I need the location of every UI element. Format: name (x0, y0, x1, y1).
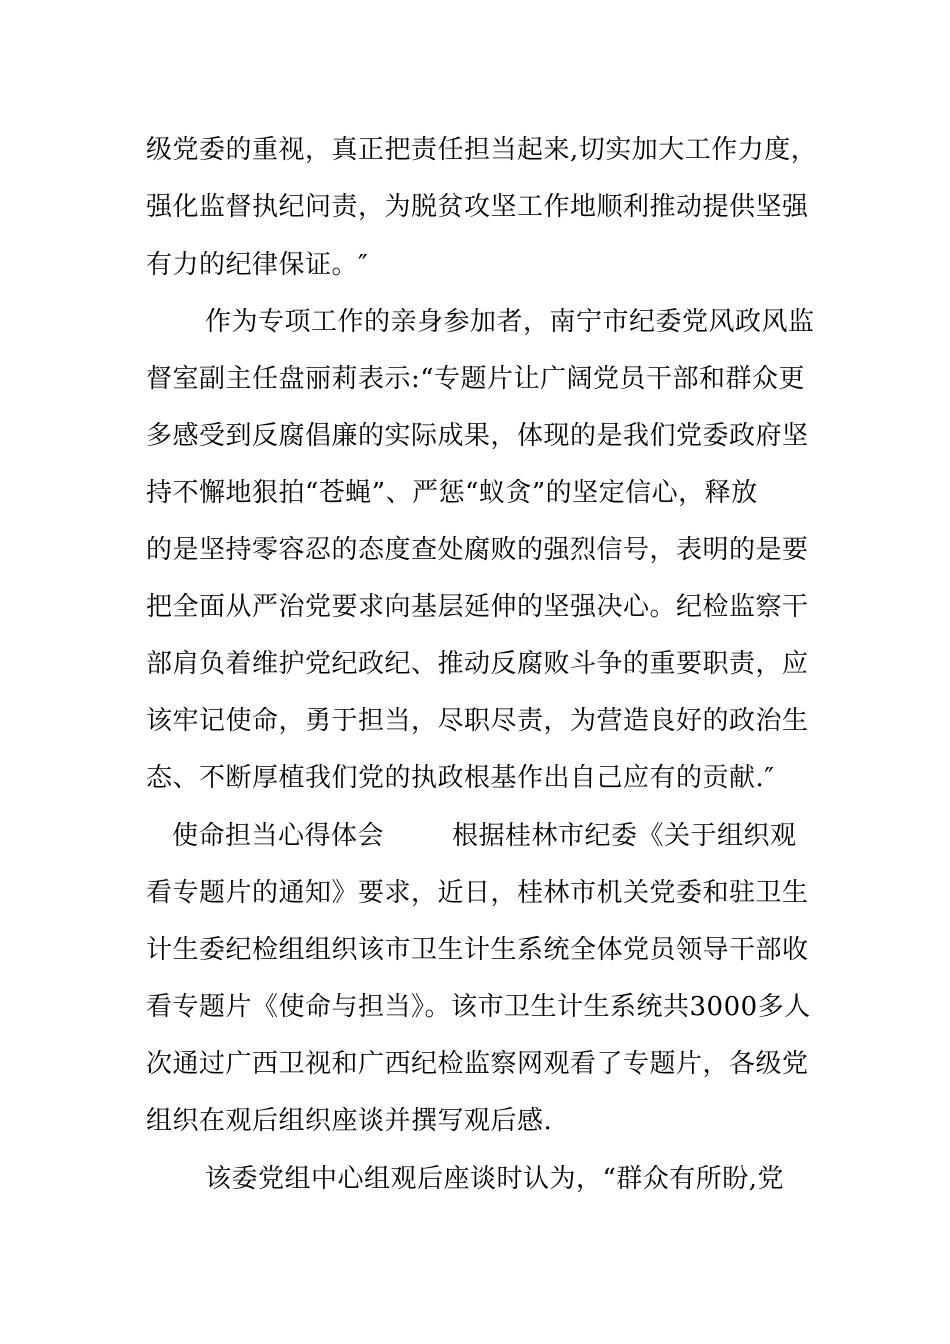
text-line: 持不懈地狠拍“苍蝇”、严惩“蚁贪”的坚定信心，释放 (146, 478, 758, 508)
text-line: 有力的纪律保证。″ (146, 250, 369, 280)
paragraph-start-line: 作为专项工作的亲身参加者，南宁市纪委党风政风监 (205, 307, 815, 337)
text-line: 督室副主任盘丽莉表示:“专题片让广阔党员干部和群众更 (146, 364, 806, 394)
text-line: 多感受到反腐倡廉的实际成果，体现的是我们党委政府坚 (146, 421, 809, 451)
text-line: 把全面从严治党要求向基层延伸的坚强决心。纪检监察干 (146, 592, 809, 622)
text-line: 强化监督执纪问责，为脱贫攻坚工作地顺利推动提供坚强 (146, 192, 809, 222)
text-line: 部肩负着维护党纪政纪、推动反腐败斗争的重要职责，应 (146, 649, 809, 679)
paragraph-start-line: 该委党组中心组观后座谈时认为，“群众有所盼,党 (205, 1164, 785, 1194)
text-line: 的是坚持零容忍的态度查处腐败的强烈信号，表明的是要 (146, 535, 809, 565)
section-title: 使命担当心得体会 (172, 821, 385, 851)
text-line: 看专题片《使命与担当》。该市卫生计生系统共3000多人 (146, 992, 811, 1022)
text-line: 级党委的重视，真正把责任担当起来,切实加大工作力度， (146, 135, 818, 165)
text-line: 该牢记使命，勇于担当，尽职尽责，为营造良好的政治生 (146, 706, 809, 736)
text-line: 计生委纪检组组织该市卫生计生系统全体党员领导干部收 (146, 935, 809, 965)
text-line: 次通过广西卫视和广西纪检监察网观看了专题片，各级党 (146, 1049, 809, 1079)
text-line: 态、不断厚植我们党的执政根基作出自己应有的贡献.″ (146, 763, 775, 793)
text-line: 看专题片的通知》要求，近日，桂林市机关党委和驻卫生 (146, 878, 809, 908)
paragraph-start-line: 根据桂林市纪委《关于组织观 (452, 821, 797, 851)
text-line: 组织在观后组织座谈并撰写观后感. (146, 1106, 553, 1136)
